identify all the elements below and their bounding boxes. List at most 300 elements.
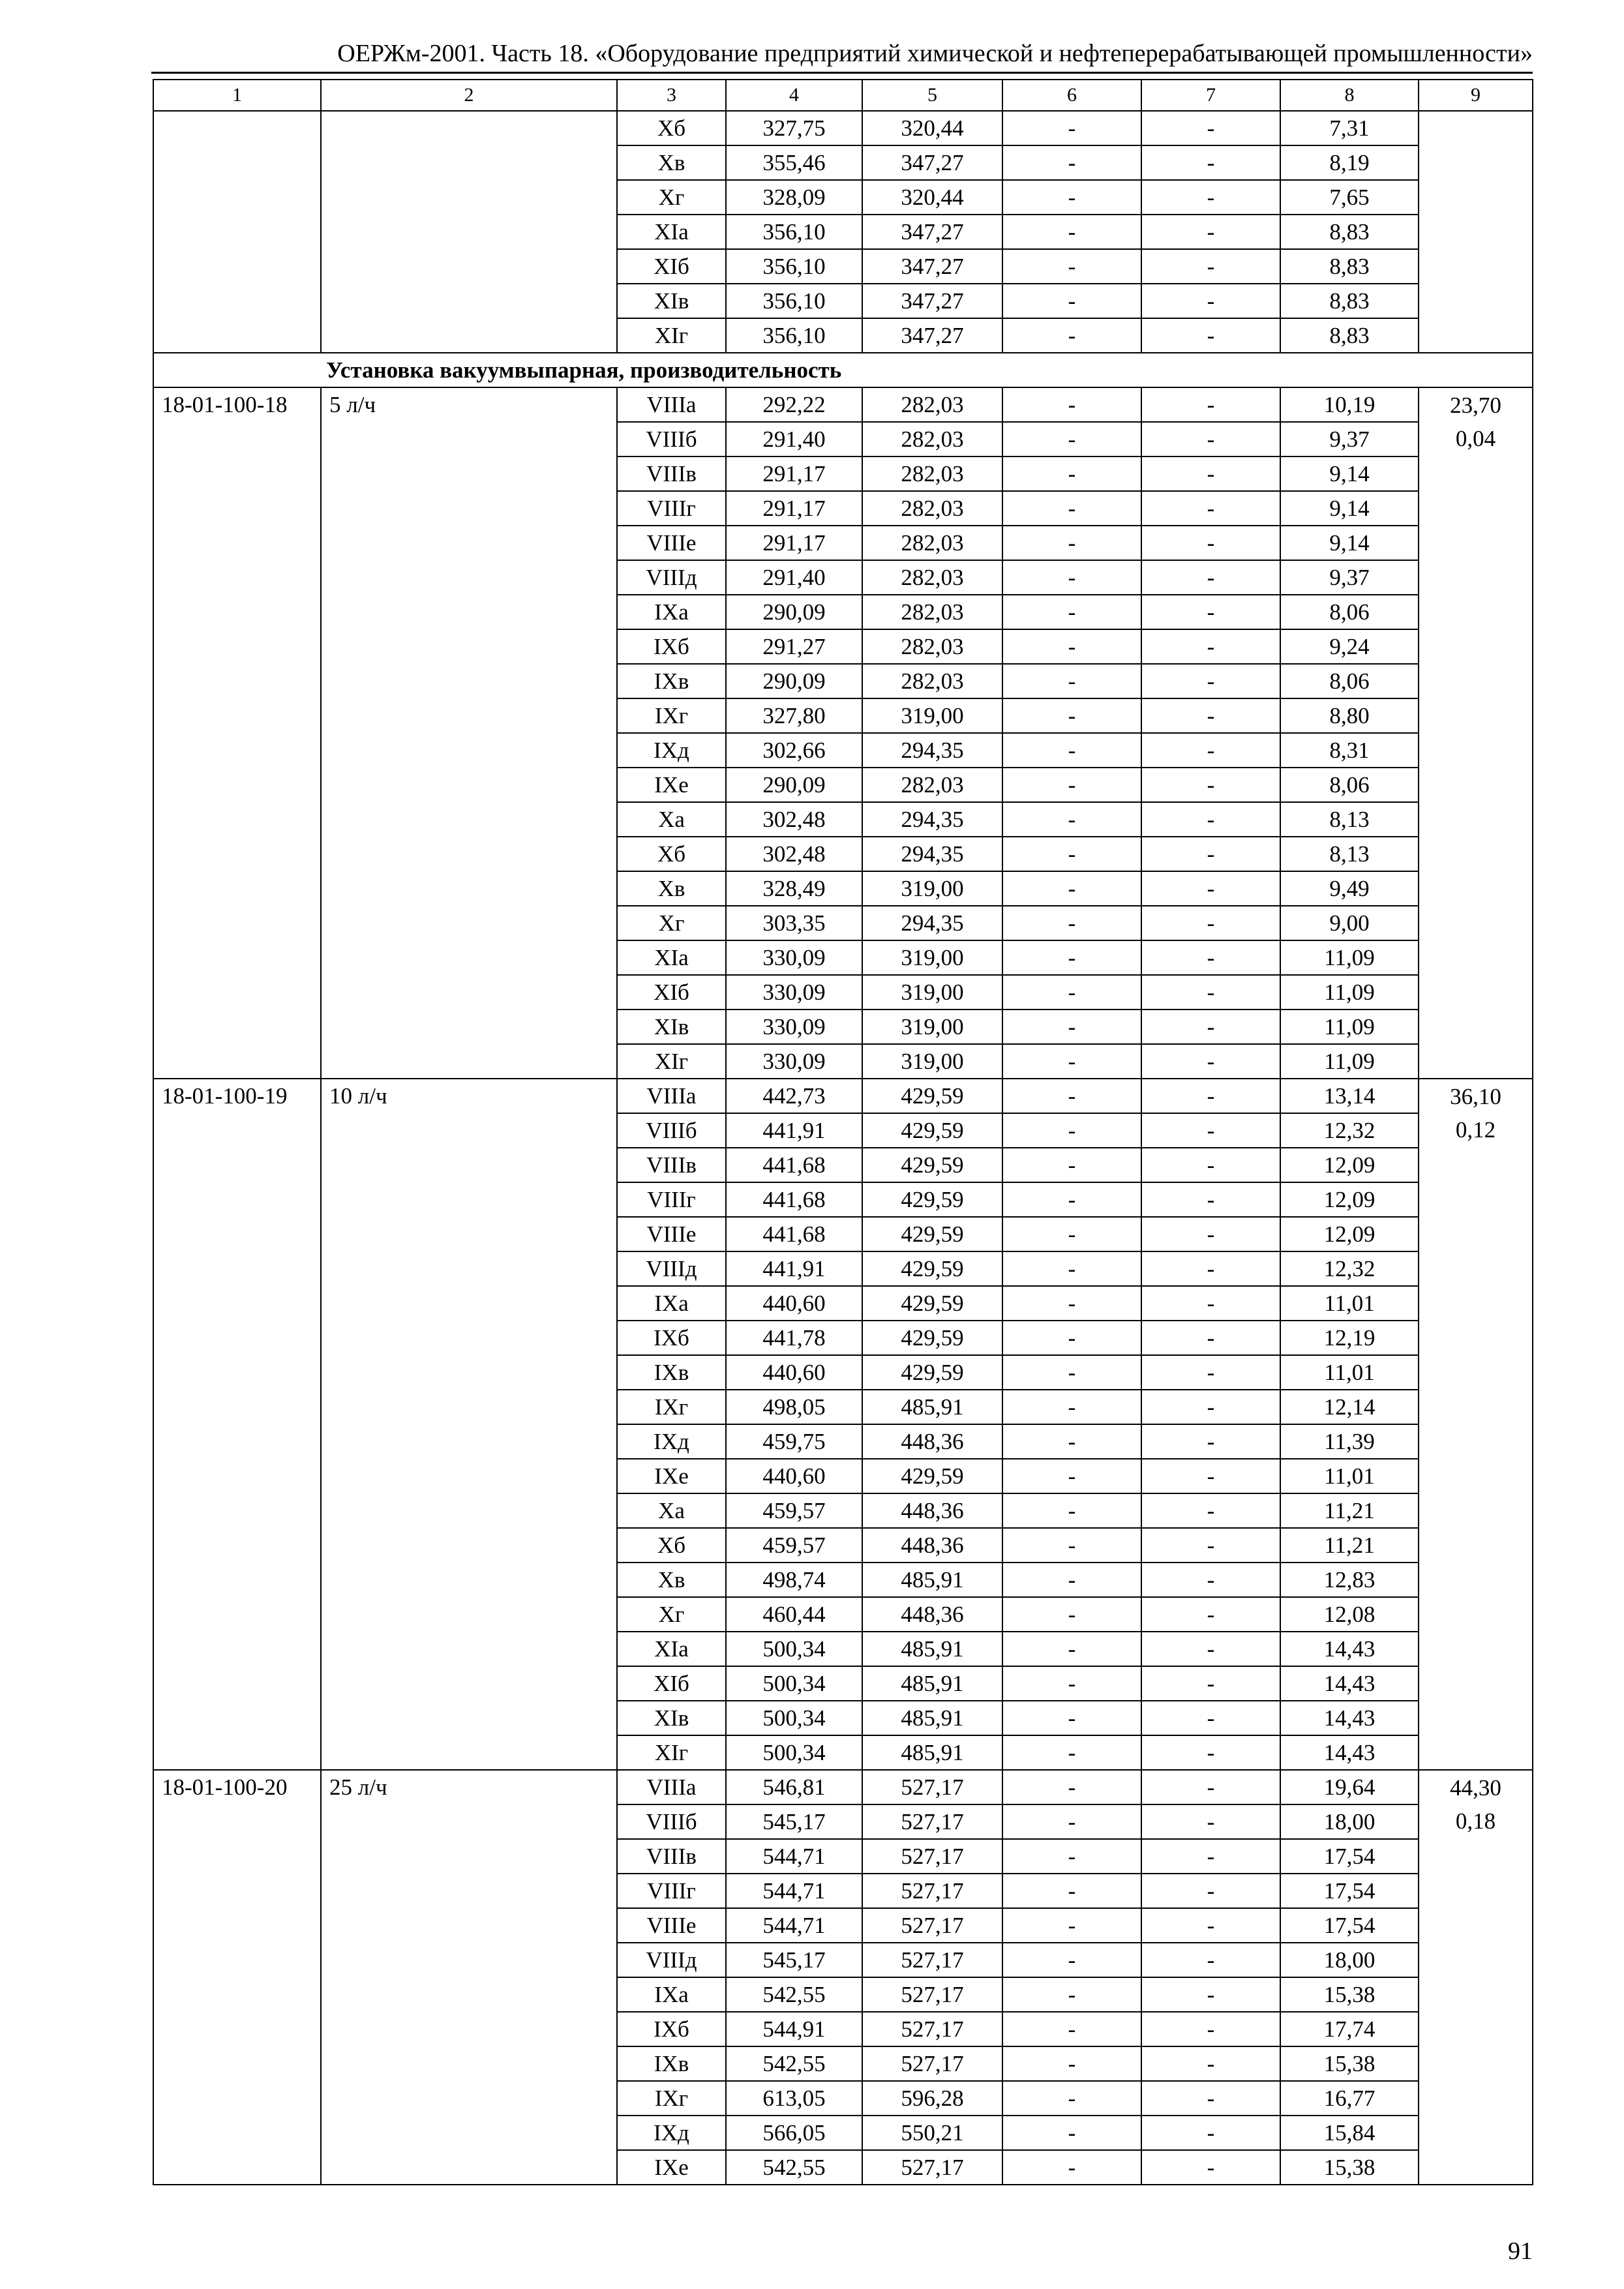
variant-cell: IХг [617,698,726,733]
driver-wage-cell: - [1141,2046,1280,2081]
wage-cell: 448,36 [862,1493,1002,1528]
machine-cell: - [1002,1010,1141,1044]
total-cost-cell: 498,74 [726,1563,862,1597]
driver-wage-cell: - [1141,629,1280,664]
variant-cell: ХIг [617,1735,726,1770]
machine-cell: - [1002,1701,1141,1735]
total-cost-cell: 355,46 [726,145,862,180]
variant-cell: VIIIа [617,387,726,422]
material-cell: 16,77 [1280,2081,1419,2116]
total-cost-cell: 330,09 [726,940,862,975]
total-cost-cell: 327,75 [726,111,862,145]
variant-cell: IХд [617,2116,726,2150]
total-cost-cell: 302,66 [726,733,862,768]
machine-cell: - [1002,1079,1141,1113]
total-cost-cell: 440,60 [726,1459,862,1493]
total-cost-cell: 441,68 [726,1182,862,1217]
variant-cell: ХIа [617,940,726,975]
variant-cell: IХе [617,1459,726,1493]
material-cell: 11,01 [1280,1286,1419,1321]
labor-cell [1419,111,1533,353]
machine-cell: - [1002,249,1141,284]
wage-cell: 347,27 [862,145,1002,180]
machine-cell: - [1002,1148,1141,1182]
material-cell: 15,38 [1280,1977,1419,2012]
driver-wage-cell: - [1141,768,1280,802]
machine-cell: - [1002,1804,1141,1839]
machine-cell: - [1002,180,1141,215]
wage-cell: 429,59 [862,1286,1002,1321]
driver-wage-cell: - [1141,1148,1280,1182]
machine-cell: - [1002,491,1141,526]
material-cell: 14,43 [1280,1701,1419,1735]
material-cell: 9,49 [1280,871,1419,906]
material-cell: 8,06 [1280,768,1419,802]
driver-wage-cell: - [1141,2150,1280,2185]
material-cell: 8,06 [1280,664,1419,698]
machine-cell: - [1002,1943,1141,1977]
variant-cell: IХв [617,664,726,698]
total-cost-cell: 356,10 [726,215,862,249]
variant-cell: ХIг [617,1044,726,1079]
machine-cell: - [1002,215,1141,249]
machine-cell: - [1002,1839,1141,1874]
driver-wage-cell: - [1141,1113,1280,1148]
material-cell: 11,09 [1280,1010,1419,1044]
driver-wage-cell: - [1141,456,1280,491]
total-cost-cell: 500,34 [726,1735,862,1770]
wage-cell: 527,17 [862,1943,1002,1977]
table-row [153,1079,1533,1113]
column-number: 2 [321,80,617,111]
wage-cell: 527,17 [862,1770,1002,1804]
material-cell: 15,38 [1280,2150,1419,2185]
wage-cell: 527,17 [862,1839,1002,1874]
machine-cell: - [1002,733,1141,768]
machine-cell: - [1002,318,1141,353]
wage-cell: 282,03 [862,456,1002,491]
code-cell: 18-01-100-19 [153,1079,321,1770]
material-cell: 8,31 [1280,733,1419,768]
material-cell: 11,01 [1280,1355,1419,1390]
machine-cell: - [1002,1182,1141,1217]
driver-wage-cell: - [1141,2012,1280,2046]
total-cost-cell: 613,05 [726,2081,862,2116]
variant-cell: VIIIе [617,1908,726,1943]
total-cost-cell: 330,09 [726,1010,862,1044]
driver-wage-cell: - [1141,526,1280,560]
wage-cell: 319,00 [862,975,1002,1010]
variant-cell: VIIIа [617,1079,726,1113]
driver-wage-cell: - [1141,1563,1280,1597]
variant-cell: Хв [617,1563,726,1597]
driver-wage-cell: - [1141,1010,1280,1044]
machine-cell: - [1002,1597,1141,1632]
page-number: 91 [1508,2237,1533,2265]
driver-wage-cell: - [1141,595,1280,629]
wage-cell: 320,44 [862,111,1002,145]
machine-cell: - [1002,871,1141,906]
driver-wage-cell: - [1141,215,1280,249]
driver-wage-cell: - [1141,1182,1280,1217]
material-cell: 17,54 [1280,1839,1419,1874]
variant-cell: Ха [617,1493,726,1528]
total-cost-cell: 542,55 [726,1977,862,2012]
total-cost-cell: 291,17 [726,491,862,526]
machine-cell: - [1002,1632,1141,1666]
machine-cell: - [1002,975,1141,1010]
machine-cell: - [1002,387,1141,422]
total-cost-cell: 356,10 [726,284,862,318]
driver-wage-cell: - [1141,1390,1280,1424]
total-cost-cell: 545,17 [726,1943,862,1977]
wage-cell: 282,03 [862,560,1002,595]
total-cost-cell: 459,57 [726,1528,862,1563]
driver-wage-cell: - [1141,560,1280,595]
material-cell: 12,09 [1280,1148,1419,1182]
wage-cell: 294,35 [862,906,1002,940]
material-cell: 9,37 [1280,422,1419,456]
variant-cell: ХIб [617,249,726,284]
column-number: 1 [153,80,321,111]
page-header: ОЕРЖм-2001. Часть 18. «Оборудование предприятий химической и нефтеперерабатывающей промышленности» [337,40,1533,67]
variant-cell: IХа [617,1977,726,2012]
total-cost-cell: 327,80 [726,698,862,733]
machine-cell: - [1002,1321,1141,1355]
wage-cell: 485,91 [862,1701,1002,1735]
variant-cell: ХIа [617,215,726,249]
wage-cell: 294,35 [862,733,1002,768]
driver-wage-cell: - [1141,940,1280,975]
material-cell: 12,09 [1280,1182,1419,1217]
total-cost-cell: 542,55 [726,2046,862,2081]
total-cost-cell: 460,44 [726,1597,862,1632]
name-cell: 5 л/ч [321,387,617,1079]
total-cost-cell: 328,49 [726,871,862,906]
variant-cell: ХIв [617,284,726,318]
table-row [153,1770,1533,1804]
material-cell: 12,83 [1280,1563,1419,1597]
column-number: 6 [1002,80,1141,111]
material-cell: 8,83 [1280,284,1419,318]
machine-cell: - [1002,1113,1141,1148]
name-cell: 10 л/ч [321,1079,617,1770]
variant-cell: Хб [617,1528,726,1563]
total-cost-cell: 302,48 [726,802,862,837]
driver-wage-cell: - [1141,1459,1280,1493]
name-cell [321,111,617,353]
labor-cell: 0,18 [1419,1804,1533,2185]
wage-cell: 429,59 [862,1182,1002,1217]
machine-cell: - [1002,1390,1141,1424]
variant-cell: VIIIг [617,1182,726,1217]
material-cell: 8,06 [1280,595,1419,629]
variant-cell: Хг [617,180,726,215]
total-cost-cell: 459,57 [726,1493,862,1528]
total-cost-cell: 303,35 [726,906,862,940]
total-cost-cell: 441,78 [726,1321,862,1355]
variant-cell: IХг [617,2081,726,2116]
driver-wage-cell: - [1141,284,1280,318]
name-cell: 25 л/ч [321,1770,617,2185]
total-cost-cell: 440,60 [726,1286,862,1321]
driver-wage-cell: - [1141,1044,1280,1079]
total-cost-cell: 544,91 [726,2012,862,2046]
column-number: 4 [726,80,862,111]
labor-cell: 36,10 [1419,1079,1533,1113]
wage-cell: 347,27 [862,249,1002,284]
driver-wage-cell: - [1141,422,1280,456]
material-cell: 17,54 [1280,1908,1419,1943]
total-cost-cell: 440,60 [726,1355,862,1390]
labor-cell: 23,70 [1419,387,1533,422]
driver-wage-cell: - [1141,1321,1280,1355]
wage-cell: 282,03 [862,664,1002,698]
driver-wage-cell: - [1141,1493,1280,1528]
machine-cell: - [1002,1770,1141,1804]
material-cell: 9,14 [1280,456,1419,491]
machine-cell: - [1002,1666,1141,1701]
material-cell: 8,13 [1280,837,1419,871]
wage-cell: 527,17 [862,2046,1002,2081]
driver-wage-cell: - [1141,1528,1280,1563]
table-row [153,387,1533,422]
table-body [153,111,1533,2185]
machine-cell: - [1002,284,1141,318]
variant-cell: IХе [617,768,726,802]
total-cost-cell: 441,68 [726,1217,862,1251]
wage-cell: 527,17 [862,1908,1002,1943]
total-cost-cell: 291,17 [726,526,862,560]
wage-cell: 527,17 [862,2012,1002,2046]
wage-cell: 448,36 [862,1597,1002,1632]
machine-cell: - [1002,2150,1141,2185]
wage-cell: 294,35 [862,837,1002,871]
wage-cell: 282,03 [862,526,1002,560]
wage-cell: 294,35 [862,802,1002,837]
driver-wage-cell: - [1141,1355,1280,1390]
variant-cell: VIIIг [617,1874,726,1908]
driver-wage-cell: - [1141,111,1280,145]
variant-cell: VIIIв [617,1839,726,1874]
variant-cell: VIIIб [617,422,726,456]
variant-cell: Хб [617,111,726,145]
machine-cell: - [1002,2046,1141,2081]
driver-wage-cell: - [1141,491,1280,526]
driver-wage-cell: - [1141,698,1280,733]
wage-cell: 319,00 [862,871,1002,906]
material-cell: 12,32 [1280,1113,1419,1148]
material-cell: 9,00 [1280,906,1419,940]
labor-cell: 0,04 [1419,422,1533,1079]
machine-cell: - [1002,1459,1141,1493]
material-cell: 8,80 [1280,698,1419,733]
driver-wage-cell: - [1141,733,1280,768]
driver-wage-cell: - [1141,1217,1280,1251]
driver-wage-cell: - [1141,2081,1280,2116]
driver-wage-cell: - [1141,1839,1280,1874]
material-cell: 18,00 [1280,1943,1419,1977]
variant-cell: IХд [617,733,726,768]
driver-wage-cell: - [1141,1286,1280,1321]
total-cost-cell: 290,09 [726,595,862,629]
total-cost-cell: 356,10 [726,249,862,284]
wage-cell: 485,91 [862,1735,1002,1770]
machine-cell: - [1002,802,1141,837]
variant-cell: VIIIе [617,1217,726,1251]
variant-cell: IХе [617,2150,726,2185]
material-cell: 11,21 [1280,1493,1419,1528]
material-cell: 12,08 [1280,1597,1419,1632]
material-cell: 12,19 [1280,1321,1419,1355]
total-cost-cell: 356,10 [726,318,862,353]
material-cell: 19,64 [1280,1770,1419,1804]
material-cell: 9,14 [1280,526,1419,560]
variant-cell: IХв [617,1355,726,1390]
wage-cell: 282,03 [862,491,1002,526]
wage-cell: 429,59 [862,1459,1002,1493]
machine-cell: - [1002,906,1141,940]
material-cell: 14,43 [1280,1666,1419,1701]
machine-cell: - [1002,1251,1141,1286]
driver-wage-cell: - [1141,2116,1280,2150]
material-cell: 13,14 [1280,1079,1419,1113]
machine-cell: - [1002,768,1141,802]
material-cell: 8,83 [1280,215,1419,249]
wage-cell: 485,91 [862,1563,1002,1597]
material-cell: 7,65 [1280,180,1419,215]
wage-cell: 485,91 [862,1632,1002,1666]
variant-cell: IХд [617,1424,726,1459]
material-cell: 8,83 [1280,249,1419,284]
driver-wage-cell: - [1141,802,1280,837]
variant-cell: Хб [617,837,726,871]
driver-wage-cell: - [1141,1943,1280,1977]
code-cell: 18-01-100-18 [153,387,321,1079]
material-cell: 9,14 [1280,491,1419,526]
variant-cell: IХа [617,595,726,629]
wage-cell: 319,00 [862,940,1002,975]
material-cell: 11,09 [1280,1044,1419,1079]
wage-cell: 527,17 [862,1874,1002,1908]
driver-wage-cell: - [1141,1424,1280,1459]
wage-cell: 282,03 [862,387,1002,422]
wage-cell: 527,17 [862,1804,1002,1839]
material-cell: 12,14 [1280,1390,1419,1424]
driver-wage-cell: - [1141,249,1280,284]
total-cost-cell: 442,73 [726,1079,862,1113]
driver-wage-cell: - [1141,1632,1280,1666]
total-cost-cell: 542,55 [726,2150,862,2185]
variant-cell: IХг [617,1390,726,1424]
total-cost-cell: 290,09 [726,664,862,698]
total-cost-cell: 500,34 [726,1666,862,1701]
machine-cell: - [1002,664,1141,698]
variant-cell: Ха [617,802,726,837]
machine-cell: - [1002,629,1141,664]
total-cost-cell: 292,22 [726,387,862,422]
material-cell: 9,24 [1280,629,1419,664]
variant-cell: IХа [617,1286,726,1321]
material-cell: 11,21 [1280,1528,1419,1563]
wage-cell: 596,28 [862,2081,1002,2116]
wage-cell: 347,27 [862,284,1002,318]
driver-wage-cell: - [1141,1874,1280,1908]
wage-cell: 527,17 [862,2150,1002,2185]
material-cell: 12,09 [1280,1217,1419,1251]
wage-cell: 448,36 [862,1528,1002,1563]
table-row [153,111,1533,145]
driver-wage-cell: - [1141,1597,1280,1632]
total-cost-cell: 544,71 [726,1874,862,1908]
machine-cell: - [1002,2012,1141,2046]
machine-cell: - [1002,1977,1141,2012]
wage-cell: 319,00 [862,1044,1002,1079]
variant-cell: Хв [617,871,726,906]
variant-cell: ХIг [617,318,726,353]
variant-cell: ХIв [617,1701,726,1735]
variant-cell: VIIIв [617,1148,726,1182]
wage-cell: 282,03 [862,422,1002,456]
total-cost-cell: 459,75 [726,1424,862,1459]
variant-cell: VIIIб [617,1113,726,1148]
machine-cell: - [1002,698,1141,733]
machine-cell: - [1002,1874,1141,1908]
material-cell: 8,83 [1280,318,1419,353]
labor-cell: 44,30 [1419,1770,1533,1804]
total-cost-cell: 544,71 [726,1839,862,1874]
column-number: 8 [1280,80,1419,111]
variant-cell: VIIIд [617,560,726,595]
total-cost-cell: 566,05 [726,2116,862,2150]
total-cost-cell: 291,27 [726,629,862,664]
machine-cell: - [1002,1908,1141,1943]
variant-cell: VIIIб [617,1804,726,1839]
material-cell: 11,01 [1280,1459,1419,1493]
total-cost-cell: 291,40 [726,422,862,456]
machine-cell: - [1002,422,1141,456]
driver-wage-cell: - [1141,1701,1280,1735]
driver-wage-cell: - [1141,1977,1280,2012]
machine-cell: - [1002,111,1141,145]
wage-cell: 429,59 [862,1321,1002,1355]
driver-wage-cell: - [1141,906,1280,940]
column-number-row [153,80,1533,111]
machine-cell: - [1002,456,1141,491]
variant-cell: ХIб [617,975,726,1010]
machine-cell: - [1002,595,1141,629]
machine-cell: - [1002,2081,1141,2116]
variant-cell: VIIIд [617,1943,726,1977]
driver-wage-cell: - [1141,1251,1280,1286]
column-number: 7 [1141,80,1280,111]
machine-cell: - [1002,1563,1141,1597]
driver-wage-cell: - [1141,1735,1280,1770]
wage-cell: 429,59 [862,1251,1002,1286]
material-cell: 18,00 [1280,1804,1419,1839]
total-cost-cell: 291,40 [726,560,862,595]
variant-cell: IХб [617,1321,726,1355]
driver-wage-cell: - [1141,1079,1280,1113]
variant-cell: Хг [617,906,726,940]
total-cost-cell: 545,17 [726,1804,862,1839]
machine-cell: - [1002,1044,1141,1079]
total-cost-cell: 441,91 [726,1113,862,1148]
total-cost-cell: 498,05 [726,1390,862,1424]
code-cell [153,111,321,353]
wage-cell: 527,17 [862,1977,1002,2012]
wage-cell: 429,59 [862,1217,1002,1251]
